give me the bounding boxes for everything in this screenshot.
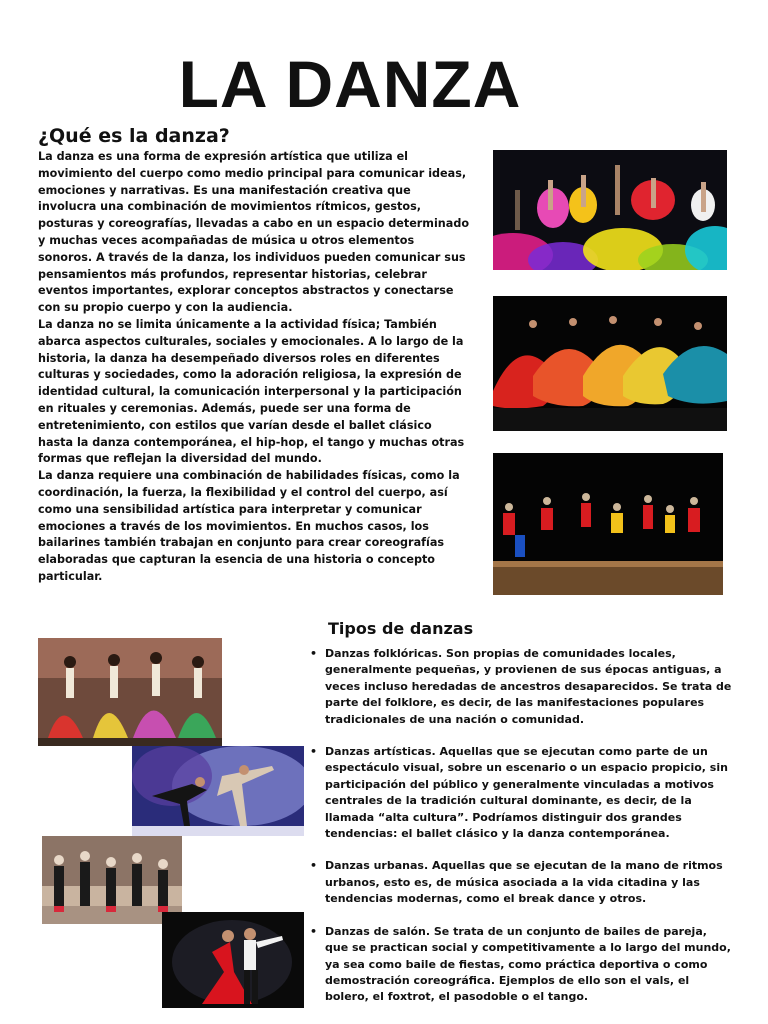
list-item-text: Danzas folklóricas. Son propias de comunidades locales, generalmente pequeñas, y provienen de sus épocas antiguas, a veces incluso heredadas de ancestros desaparecidos. Se trata de parte del folklore, es decir, de las manifestaciones populares tradicionales de una nación o comunidad.: [325, 647, 732, 726]
section-heading-types: Tipos de danzas: [328, 619, 474, 638]
list-item-text: Danzas artísticas. Aquellas que se ejecutan como parte de un espectáculo visual, sobre un escenario o un espacio propicio, sin participación del público y generalmente vinculadas a motivos centrales de la tradición cultural dominante, es decir, de la llamada “alta cultura”. Podríamos distinguir dos grandes tendencias: el ballet clásico y la danza contemporánea.: [325, 745, 728, 841]
section-heading-what-is-dance: ¿Qué es la danza?: [38, 125, 230, 147]
list-item: [308, 858, 732, 907]
list-item-text: Danzas de salón. Se trata de un conjunto de bailes de pareja, que se practican social y competitivamente a lo largo del mundo, ya sea como baile de fiestas, como práctica deportiva o como demostración coreográfica. Ejemplos de ello son el vals, el bolero, el foxtrot, el pasodoble o el tango.: [325, 924, 731, 1004]
bullet: •: [310, 745, 318, 759]
photo-colorful-dancers: [493, 150, 727, 270]
photo-folk-dance: [38, 638, 222, 746]
bullet: •: [310, 924, 318, 938]
page-title: LA DANZA: [178, 47, 522, 121]
dance-types-list: [308, 646, 732, 1022]
list-item: [308, 924, 732, 1006]
photo-contemporary-dance: [132, 746, 304, 836]
intro-paragraph-3: La danza requiere una combinación de habilidades físicas, como la coordinación, la fuerza, la flexibilidad y el control del cuerpo, así como una sensibilidad artística para interpretar y comunicar emociones a través de los movimientos. En muchos casos, los bailarines también trabajan en conjunto para crear coreografías elaboradas que capturan la esencia de una historia o concepto particular.: [38, 469, 460, 583]
intro-paragraph-1: La danza es una forma de expresión artística que utiliza el movimiento del cuerpo como medio principal para comunicar ideas, emociones y narrativas. Es una manifestación creativa que involucra una combinación de movimientos rítmicos, gestos, posturas y coreografías, llevadas a cabo en un espacio determinado y muchas veces acompañadas de música u otros elementos sonoros. A través de la danza, los individuos pueden comunicar sus pensamientos más profundos, representar historias, celebrar eventos importantes, explorar conceptos abstractos y conectarse con su propio cuerpo y con la audiencia.: [38, 150, 470, 315]
photo-urban-dance: [42, 836, 182, 924]
list-item: [308, 646, 732, 728]
bullet: •: [310, 647, 318, 660]
list-item: [308, 744, 732, 842]
bullet: •: [310, 859, 318, 873]
photo-stage-dancers: [493, 453, 723, 595]
intro-paragraph-2: La danza no se limita únicamente a la actividad física; También abarca aspectos culturales, sociales y emocionales. A lo largo de la historia, la danza ha desempeñado diversos roles en diferentes culturas y sociedades, como la adoración religiosa, la expresión de identidad cultural, la comunicación interpersonal y la participación en rituales y ceremonias. Además, puede ser una forma de entretenimiento, con estilos que varían desde el ballet clásico hasta la danza contemporánea, el hip-hop, el tango y muchas otras formas que reflejan la diversidad del mundo.: [38, 317, 465, 466]
list-item-text: Danzas urbanas. Aquellas que se ejecutan de la mano de ritmos urbanos, esto es, de música asociada a la vida citadina y las tendencias modernas, como el break dance y otros.: [325, 859, 723, 906]
intro-text: [38, 149, 470, 586]
photo-flowing-dresses: [493, 296, 727, 431]
photo-ballroom-dance: [162, 912, 304, 1008]
